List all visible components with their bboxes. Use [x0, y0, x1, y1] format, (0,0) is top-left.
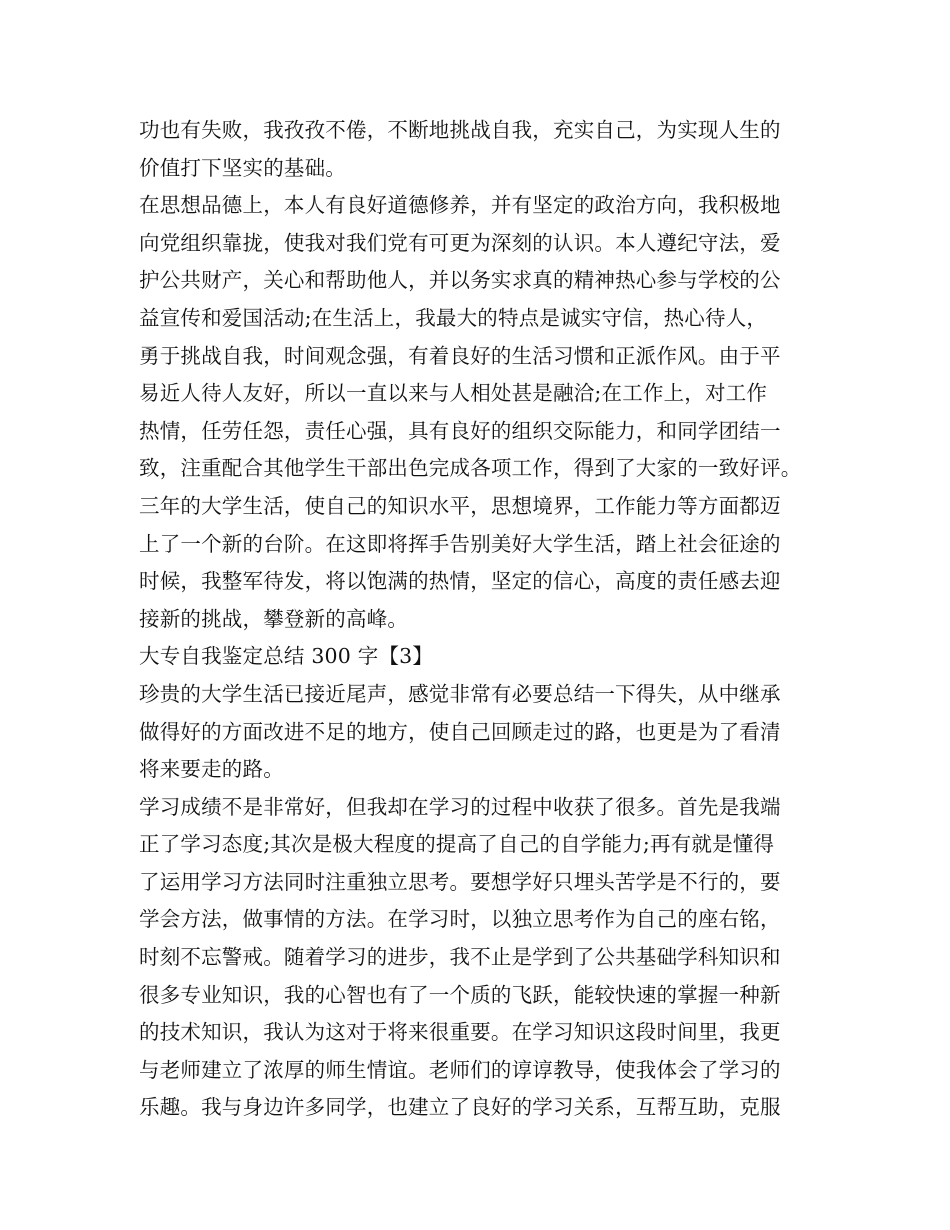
text-line: 三年的大学生活，使自己的知识水平，思想境界，工作能力等方面都迈 — [139, 493, 781, 518]
text-line: 时候，我整军待发，将以饱满的热情，坚定的信心，高度的责任感去迎 — [139, 569, 781, 594]
text-line: 做得好的方面改进不足的地方，使自己回顾走过的路，也更是为了看清 — [139, 719, 781, 744]
text-line: 时刻不忘警戒。随着学习的进步，我不止是学到了公共基础学科知识和 — [139, 945, 781, 970]
text-line: 益宣传和爱国活动;在生活上，我最大的特点是诚实守信，热心待人， — [139, 305, 768, 330]
text-line: 乐趣。我与身边许多同学，也建立了良好的学习关系，互帮互助，克服 — [139, 1095, 781, 1120]
text-line: 将来要走的路。 — [139, 757, 284, 782]
text-line: 正了学习态度;其次是极大程度的提高了自己的自学能力;再有就是懂得 — [139, 832, 775, 857]
section-heading: 大专自我鉴定总结 300 字【3】 — [139, 644, 434, 669]
text-line: 致，注重配合其他学生干部出色完成各项工作，得到了大家的一致好评。 — [139, 456, 802, 481]
text-line: 功也有失败，我孜孜不倦，不断地挑战自我，充实自己，为实现人生的 — [139, 118, 781, 142]
text-line: 很多专业知识，我的心智也有了一个质的飞跃，能较快速的掌握一种新 — [139, 982, 781, 1007]
text-line: 学会方法，做事情的方法。在学习时，以独立思考作为自己的座右铭， — [139, 907, 781, 932]
text-line: 的技术知识，我认为这对于将来很重要。在学习知识这段时间里，我更 — [139, 1020, 781, 1045]
text-line: 学习成绩不是非常好，但我却在学习的过程中收获了很多。首先是我端 — [139, 794, 781, 819]
text-line: 上了一个新的台阶。在这即将挥手告别美好大学生活，踏上社会征途的 — [139, 531, 781, 556]
text-line: 了运用学习方法同时注重独立思考。要想学好只埋头苦学是不行的，要 — [139, 869, 781, 894]
text-line: 易近人待人友好，所以一直以来与人相处甚是融洽;在工作上，对工作 — [139, 381, 768, 406]
text-line: 护公共财产，关心和帮助他人，并以务实求真的精神热心参与学校的公 — [139, 268, 781, 293]
text-line: 勇于挑战自我，时间观念强，有着良好的生活习惯和正派作风。由于平 — [139, 343, 781, 368]
text-line: 向党组织靠拢，使我对我们党有可更为深刻的认识。本人遵纪守法，爱 — [139, 230, 781, 255]
text-line: 与老师建立了浓厚的师生情谊。老师们的谆谆教导，使我体会了学习的 — [139, 1057, 781, 1082]
text-line: 在思想品德上，本人有良好道德修养，并有坚定的政治方向，我积极地 — [139, 193, 781, 218]
text-line: 接新的挑战，攀登新的高峰。 — [139, 606, 409, 631]
document-body — [139, 112, 839, 1127]
text-line: 价值打下坚实的基础。 — [139, 155, 346, 180]
text-line: 珍贵的大学生活已接近尾声，感觉非常有必要总结一下得失，从中继承 — [139, 681, 781, 706]
text-line: 热情，任劳任怨，责任心强，具有良好的组织交际能力，和同学团结一 — [139, 418, 781, 443]
